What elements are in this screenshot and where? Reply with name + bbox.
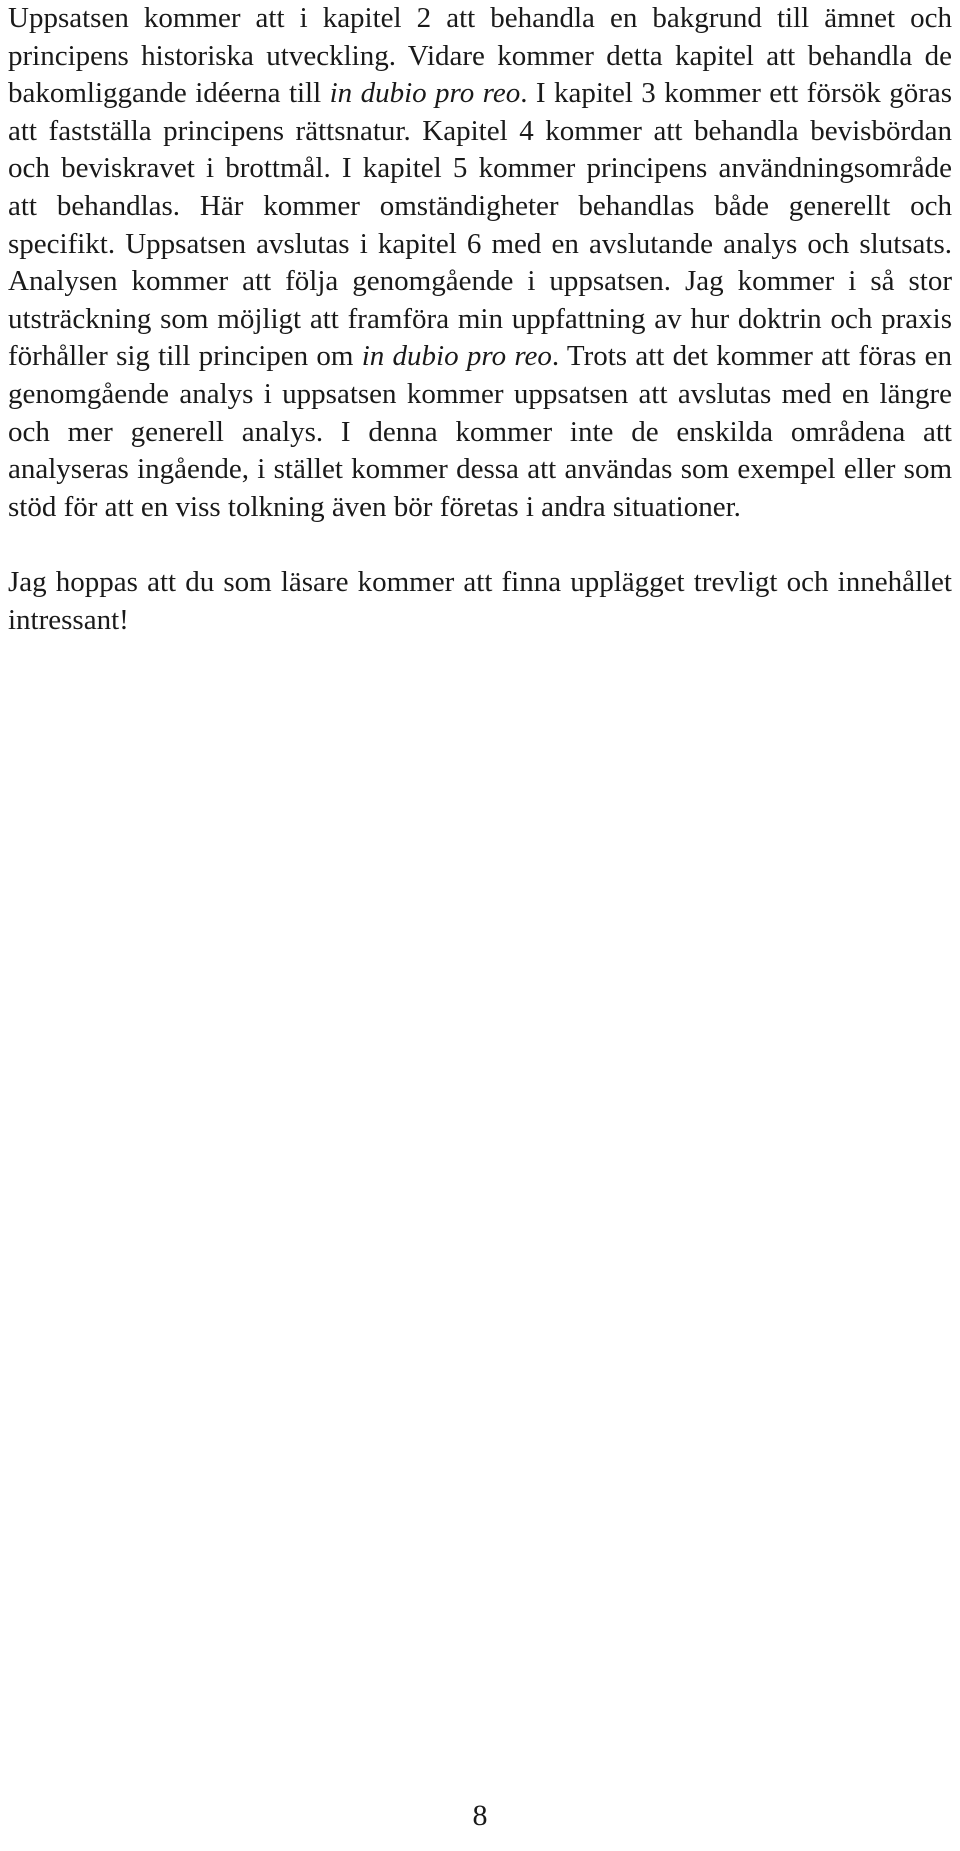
text-segment: . Trots att det kommer att föras en genomgående analys i uppsatsen kommer uppsatsen att avslutas med en längre och mer generell analys. I denna kommer inte de enskilda områdena att analyseras ingående, i stället kommer dessa att användas som exempel eller som stöd för att en viss tolkning även bör företas i andra situationer. — [8, 340, 953, 523]
body-paragraph — [8, 0, 952, 526]
text-segment: Uppsatsen kommer att i kapitel 2 att behandla en bakgrund till ämnet och principens historiska utveckling. Vidare kommer detta kapitel att behandla de bakomliggande idéerna till — [8, 2, 952, 110]
page-number: 8 — [472, 1799, 488, 1832]
italic-latin-phrase: in dubio pro reo — [329, 77, 521, 110]
text-segment: Jag hoppas att du som läsare kommer att finna upplägget trevligt och innehållet intressant! — [8, 566, 952, 636]
body-paragraph — [8, 564, 952, 639]
italic-latin-phrase: in dubio pro reo — [361, 340, 552, 373]
text-segment: . I kapitel 3 kommer ett försök göras att fastställa principens rättsnatur. Kapitel 4 kommer att behandla bevisbördan och beviskravet i brottmål. I kapitel 5 kommer principens användningsområde att behandlas. Här kommer omständigheter behandlas både generellt och specifikt. Uppsatsen avslutas i kapitel 6 med en avslutande analys och slutsats. Analysen kommer att följa genomgående i uppsatsen. Jag kommer i så stor utsträckning som möjligt att framföra min uppfattning av hur doktrin och praxis förhåller sig till principen om — [8, 77, 953, 373]
document-page — [8, 0, 952, 640]
